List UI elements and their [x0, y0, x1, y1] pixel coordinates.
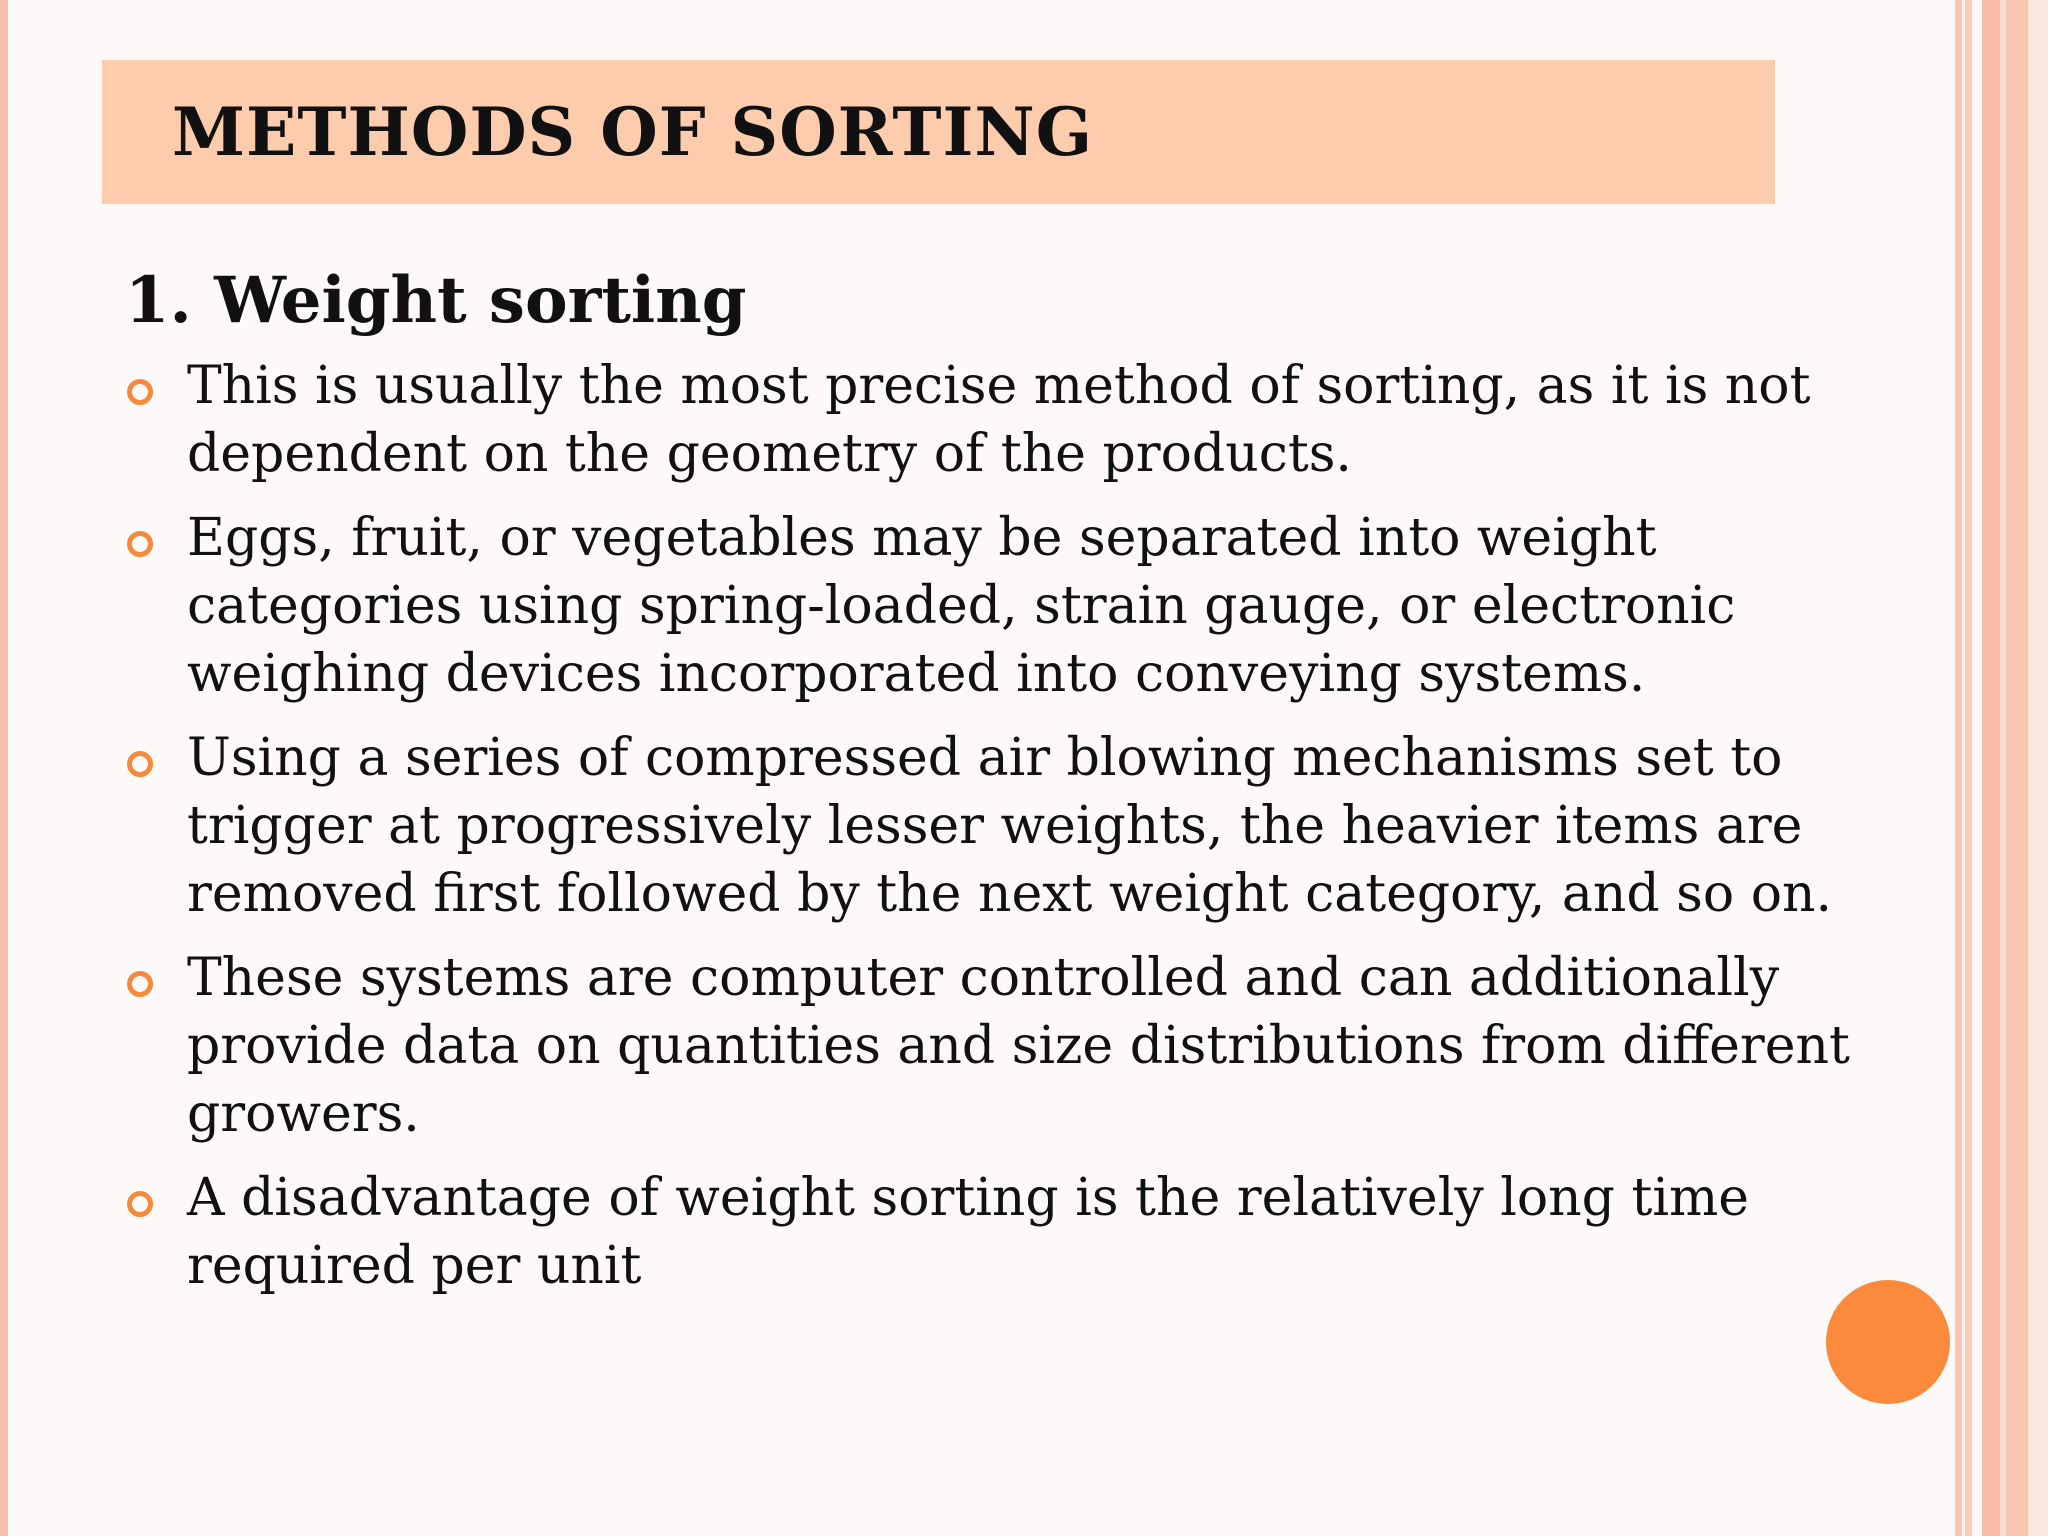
- bullet-text: A disadvantage of weight sorting is the relatively long time required per unit: [187, 1168, 1750, 1296]
- hollow-circle-bullet-icon: [127, 751, 153, 777]
- right-border-stripe-3: [1965, 0, 1972, 1536]
- right-border-stripe-4: [1972, 0, 1982, 1536]
- bullet-text: Using a series of compressed air blowing mechanisms set to trigger at progressively lesser weights, the heavier items are removed first followed by the next weight category, and so on.: [187, 728, 1833, 924]
- hollow-circle-bullet-icon: [127, 1191, 153, 1217]
- bullet-text: These systems are computer controlled and can additionally provide data on quantities and size distributions from different growers.: [187, 948, 1850, 1144]
- section-subheading: 1. Weight sorting: [125, 263, 747, 338]
- left-border-stripe: [0, 0, 8, 1536]
- bullet-text: Eggs, fruit, or vegetables may be separated into weight categories using spring-loaded, strain gauge, or electronic weighing devices incorporated into conveying systems.: [187, 508, 1736, 704]
- bullet-item: [125, 1164, 1945, 1300]
- bullet-text: This is usually the most precise method of sorting, as it is not dependent on the geometry of the products.: [187, 356, 1811, 484]
- bullet-item: [125, 504, 1945, 708]
- orange-circle-decoration: [1826, 1280, 1950, 1404]
- hollow-circle-bullet-icon: [127, 379, 153, 405]
- bullet-item: [125, 352, 1945, 488]
- slide-title: METHODS OF SORTING: [172, 93, 1094, 171]
- title-bar: [102, 60, 1775, 204]
- hollow-circle-bullet-icon: [127, 531, 153, 557]
- right-border-stripe-8: [2028, 0, 2048, 1536]
- bullet-list: [125, 352, 1945, 1316]
- hollow-circle-bullet-icon: [127, 971, 153, 997]
- right-border-stripe-1: [1955, 0, 1962, 1536]
- bullet-item: [125, 944, 1945, 1148]
- bullet-item: [125, 724, 1945, 928]
- right-border-stripe-5: [1982, 0, 2000, 1536]
- right-border-stripe-7: [2006, 0, 2028, 1536]
